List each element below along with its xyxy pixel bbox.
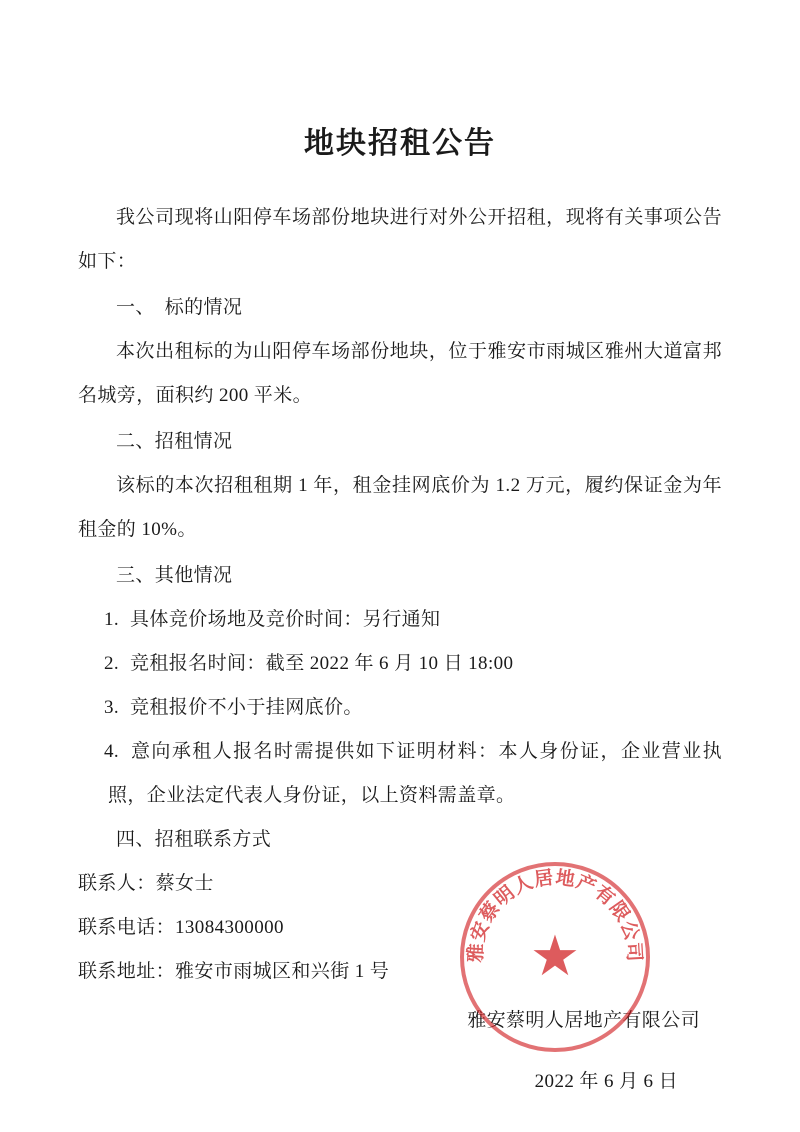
list-item bbox=[78, 686, 722, 730]
list-item-text: 竞租报价不小于挂网底价。 bbox=[130, 697, 363, 718]
list-item bbox=[78, 598, 722, 642]
list-item-number: 2. bbox=[104, 653, 120, 674]
list-item bbox=[78, 642, 722, 686]
section-heading-2: 二、招租情况 bbox=[116, 431, 233, 452]
other-conditions-list bbox=[78, 598, 722, 818]
list-item-number: 3. bbox=[104, 697, 120, 718]
contact-person: 联系人：蔡女士 bbox=[78, 873, 214, 894]
list-item-text: 具体竞价场地及竞价时间：另行通知 bbox=[130, 609, 441, 630]
list-item-text: 竞租报名时间：截至 2022 年 6 月 10 日 18:00 bbox=[130, 653, 514, 674]
list-item bbox=[78, 730, 722, 818]
page-title: 地块招租公告 bbox=[304, 127, 496, 160]
intro-paragraph: 我公司现将山阳停车场部份地块进行对外公开招租，现将有关事项公告如下： bbox=[78, 207, 722, 272]
section-body-2: 该标的本次招租租期 1 年，租金挂网底价为 1.2 万元，履约保证金为年租金的 10%。 bbox=[78, 475, 722, 540]
contact-address: 联系地址：雅安市雨城区和兴街 1 号 bbox=[78, 961, 390, 982]
contact-phone: 联系电话：13084300000 bbox=[78, 917, 284, 938]
seal-star-icon: ★ bbox=[529, 926, 581, 988]
section-heading-4: 四、招租联系方式 bbox=[116, 829, 272, 850]
list-item-number: 4. bbox=[104, 741, 120, 762]
list-item-text: 意向承租人报名时需提供如下证明材料：本人身份证，企业营业执照，企业法定代表人身份证，以上资料需盖章。 bbox=[108, 741, 722, 806]
section-body-1: 本次出租标的为山阳停车场部份地块，位于雅安市雨城区雅州大道富邦名城旁，面积约 200 平米。 bbox=[78, 341, 722, 406]
section-heading-3: 三、其他情况 bbox=[116, 565, 233, 586]
signature-company: 雅安蔡明人居地产有限公司 bbox=[467, 1010, 700, 1031]
section-heading-1: 一、 标的情况 bbox=[116, 297, 243, 318]
seal-text-path: 雅安蔡明人居地产有限公司 bbox=[465, 867, 645, 963]
signature-date: 2022 年 6 月 6 日 bbox=[534, 1071, 678, 1092]
list-item-number: 1. bbox=[104, 609, 120, 630]
